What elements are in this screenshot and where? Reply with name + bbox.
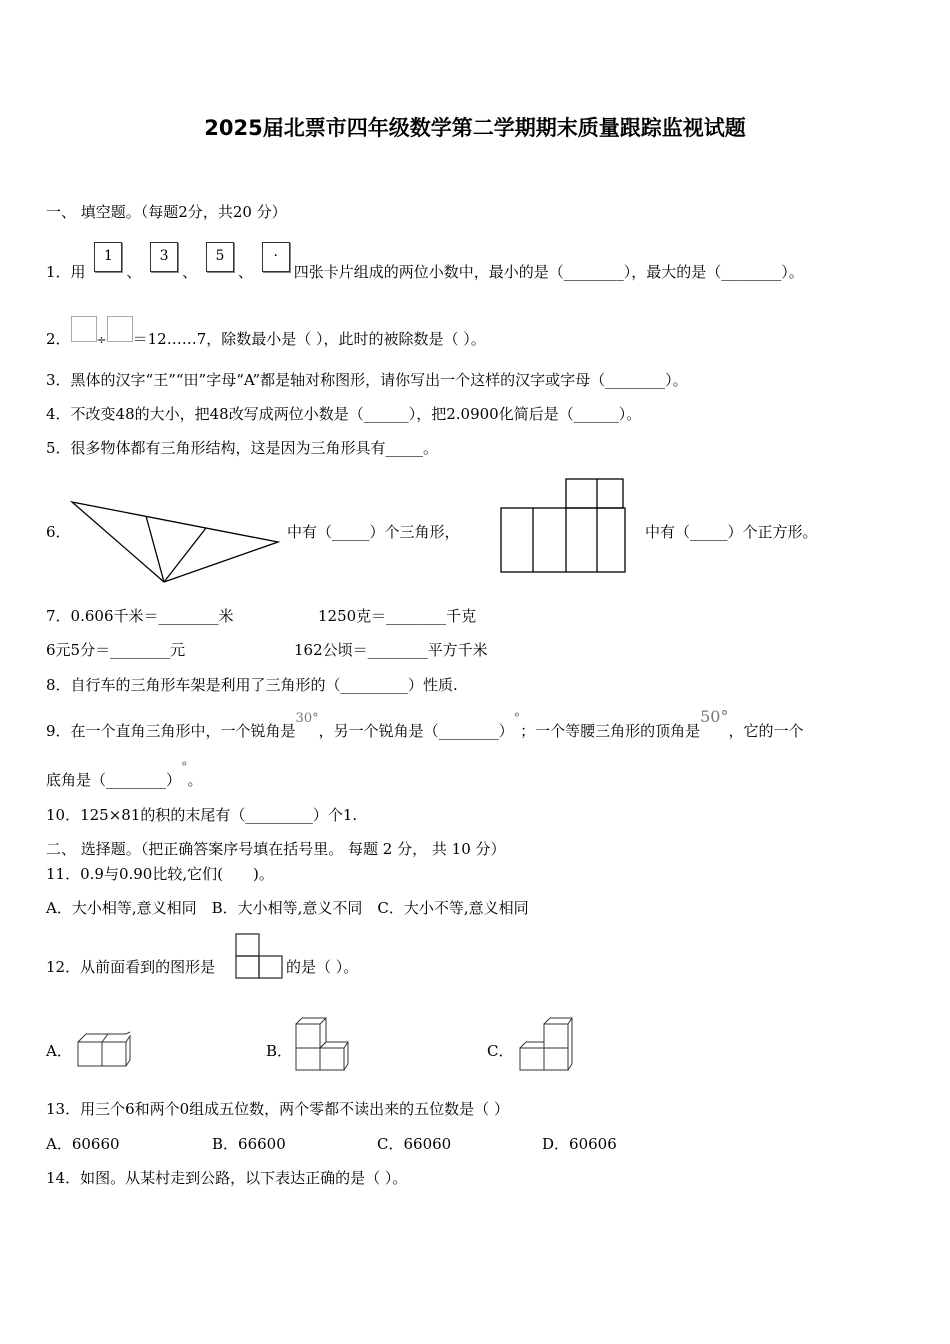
section-2-heading: 二、 选择题。（把正确答案序号填在括号里。 每题 2 分， 共 10 分） (46, 840, 506, 858)
q7-a: 7．0.606千米＝________米 (46, 607, 234, 625)
question-13: 13．用三个6和两个0组成五位数，两个零都不读出来的五位数是（ ） (46, 1100, 509, 1118)
q7-d: 162公顷＝________平方千米 (294, 641, 488, 659)
question-5: 5．很多物体都有三角形结构，这是因为三角形具有_____。 (46, 439, 439, 457)
question-14: 14．如图。从某村走到公路，以下表达正确的是（ ）。 (46, 1169, 408, 1187)
cube-figure-a (76, 1030, 131, 1070)
section-1-heading: 一、 填空题。（每题2分，共20 分） (46, 203, 287, 221)
q9-f: 。 (187, 771, 203, 789)
question-2 (46, 324, 486, 350)
question-11: 11．0.9与0.90比较,它们( )。 (46, 865, 274, 883)
q13-option-c: C．66060 (377, 1135, 452, 1153)
angle-30: 30° (295, 711, 319, 726)
q6-pre: 6． (46, 523, 71, 541)
sep: 、 (182, 263, 198, 281)
question-11-options: A．大小相等,意义相同 B．大小相等,意义不同 C．大小不等,意义相同 (46, 899, 529, 917)
degree-mark: ° (181, 760, 188, 775)
question-4: 4．不改变48的大小，把48改写成两位小数是（______），把2.0900化简后是（______）。 (46, 405, 642, 423)
question-9-cont (46, 760, 203, 792)
question-10: 10．125×81的积的末尾有（_________）个1. (46, 806, 358, 824)
q12-post: 的是（ ）。 (286, 958, 359, 976)
cube-figure-b (294, 1016, 350, 1072)
card-5: 5 (206, 242, 234, 272)
q9-a: 9．在一个直角三角形中，一个锐角是 (46, 722, 296, 740)
option-c-label: C． (487, 1042, 514, 1060)
squares-figure (500, 478, 628, 574)
blank-box (107, 316, 133, 342)
sep: 、 (126, 263, 142, 281)
question-8: 8．自行车的三角形车架是利用了三角形的（_________）性质. (46, 676, 458, 694)
card-1: 1 (94, 242, 122, 272)
question-3: 3．黑体的汉字“王”“田”字母“A”都是轴对称图形，请你写出一个这样的汉字或字母（________）。 (46, 371, 688, 389)
q13-option-a: A．60660 (46, 1135, 120, 1153)
angle-50: 50° (700, 707, 729, 726)
card-dot: · (262, 242, 290, 272)
q2-post: ＝12……7，除数最小是（ ），此时的被除数是（ ）。 (132, 330, 486, 348)
blank-box (71, 316, 97, 342)
degree-mark: ° (513, 711, 521, 726)
q9-d: ，它的一个 (728, 722, 804, 740)
q6-post: 中有（_____）个正方形。 (645, 523, 818, 541)
sep: 、 (237, 263, 253, 281)
question-1 (46, 248, 804, 282)
q1-post: 四张卡片组成的两位小数中，最小的是（________），最大的是（________）。 (293, 263, 804, 281)
q1-pre: 1．用 (46, 263, 86, 281)
q9-b: ，另一个锐角是（________） (318, 722, 514, 740)
q9-c: ；一个等腰三角形的顶角是 (520, 722, 701, 740)
q9-e: 底角是（________） (46, 771, 182, 789)
q13-option-d: D．60606 (542, 1135, 617, 1153)
q12-pre: 12．从前面看到的图形是 (46, 958, 216, 976)
q2-pre: 2． (46, 330, 71, 348)
option-a-label: A． (46, 1042, 72, 1060)
divide-sign: ÷ (96, 333, 107, 347)
q13-option-b: B．66600 (212, 1135, 286, 1153)
front-view-figure (234, 932, 284, 980)
option-b-label: B． (266, 1042, 293, 1060)
cube-figure-c (518, 1016, 574, 1072)
question-9 (46, 707, 804, 743)
triangle-figure (70, 498, 282, 586)
q7-c: 6元5分＝________元 (46, 641, 186, 659)
q7-b: 1250克＝________千克 (318, 607, 477, 625)
page-title: 2025届北票市四年级数学第二学期期末质量跟踪监视试题 (204, 116, 746, 140)
q6-mid: 中有（_____）个三角形， (287, 523, 460, 541)
card-3: 3 (150, 242, 178, 272)
